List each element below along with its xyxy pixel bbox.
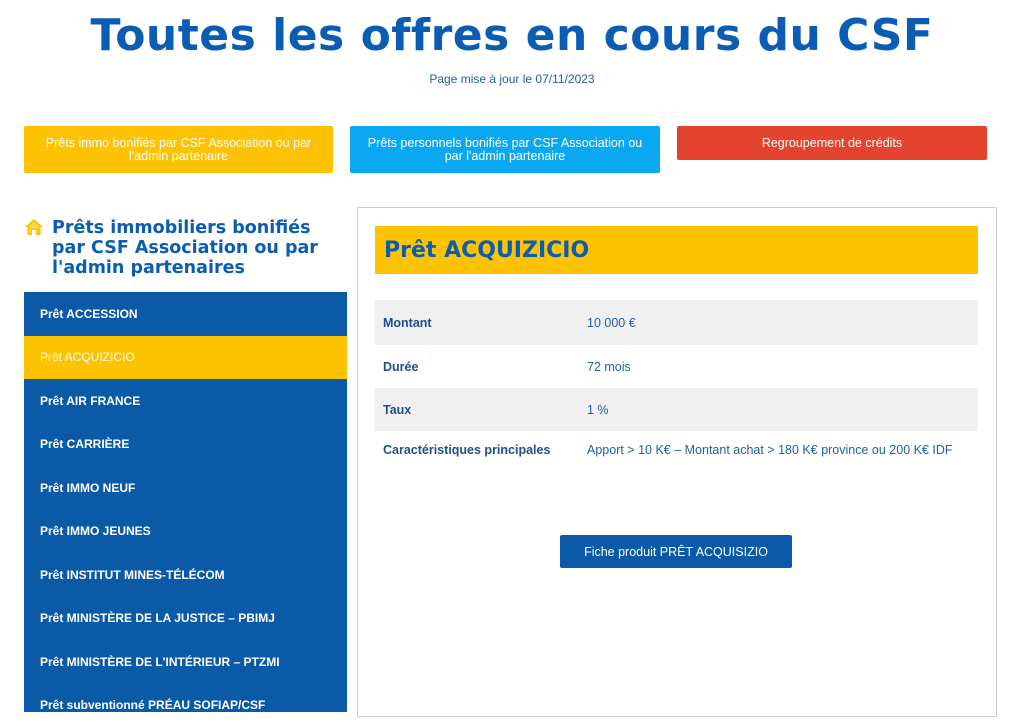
loan-details	[375, 300, 978, 491]
detail-value: 10 000 €	[587, 312, 970, 334]
sidebar-item-mines-telecom[interactable]: Prêt INSTITUT MINES-TÉLÉCOM	[24, 553, 347, 597]
sidebar-heading-text: Prêts immobiliers bonifiés par CSF Association ou par l'admin partenaires	[24, 218, 324, 278]
loan-title: Prêt ACQUIZICIO	[375, 226, 978, 274]
product-sheet-button[interactable]: Fiche produit PRÊT ACQUISIZIO	[560, 535, 792, 568]
sidebar-heading	[24, 218, 324, 278]
immo-loans-button[interactable]: Prêts immo bonifiés par CSF Association ou par l'admin partenaire	[24, 126, 333, 173]
detail-row-taux	[375, 388, 978, 431]
home-icon	[24, 218, 44, 236]
detail-row-caracteristiques	[375, 431, 978, 491]
personal-loans-button[interactable]: Prêts personnels bonifiés par CSF Association ou par l'admin partenaire	[350, 126, 660, 173]
sidebar-item-preau[interactable]: Prêt subventionné PRÉAU SOFIAP/CSF	[24, 684, 347, 727]
sidebar-item-air-france[interactable]: Prêt AIR FRANCE	[24, 379, 347, 423]
sidebar-item-acquizicio[interactable]: Prêt ACQUIZICIO	[24, 336, 347, 380]
sidebar-item-immo-neuf[interactable]: Prêt IMMO NEUF	[24, 466, 347, 510]
detail-value: Apport > 10 K€ – Montant achat > 180 K€ province ou 200 K€ IDF	[587, 439, 970, 461]
detail-label: Caractéristiques principales	[383, 439, 587, 461]
sidebar-item-carriere[interactable]: Prêt CARRIÈRE	[24, 423, 347, 467]
detail-label: Montant	[383, 316, 587, 330]
detail-value: 72 mois	[587, 356, 970, 378]
detail-row-montant	[375, 300, 978, 345]
loan-detail-panel	[357, 207, 997, 717]
credit-consolidation-button[interactable]: Regroupement de crédits	[677, 126, 987, 160]
sidebar-item-acces[interactable]: Prêt ACCESSION	[24, 292, 347, 336]
detail-row-duree	[375, 345, 978, 388]
detail-label: Taux	[383, 403, 587, 417]
sidebar-nav	[24, 292, 347, 712]
sidebar-item-immo-jeunes[interactable]: Prêt IMMO JEUNES	[24, 510, 347, 554]
sidebar-item-interieur[interactable]: Prêt MINISTÈRE DE L'INTÉRIEUR – PTZMI	[24, 640, 347, 684]
detail-label: Durée	[383, 360, 587, 374]
sidebar-item-justice[interactable]: Prêt MINISTÈRE DE LA JUSTICE – PBIMJ	[24, 597, 347, 641]
last-updated-text: Page mise à jour le 07/11/2023	[0, 72, 1024, 86]
detail-value: 1 %	[587, 399, 970, 421]
page-title: Toutes les offres en cours du CSF	[0, 10, 1024, 61]
